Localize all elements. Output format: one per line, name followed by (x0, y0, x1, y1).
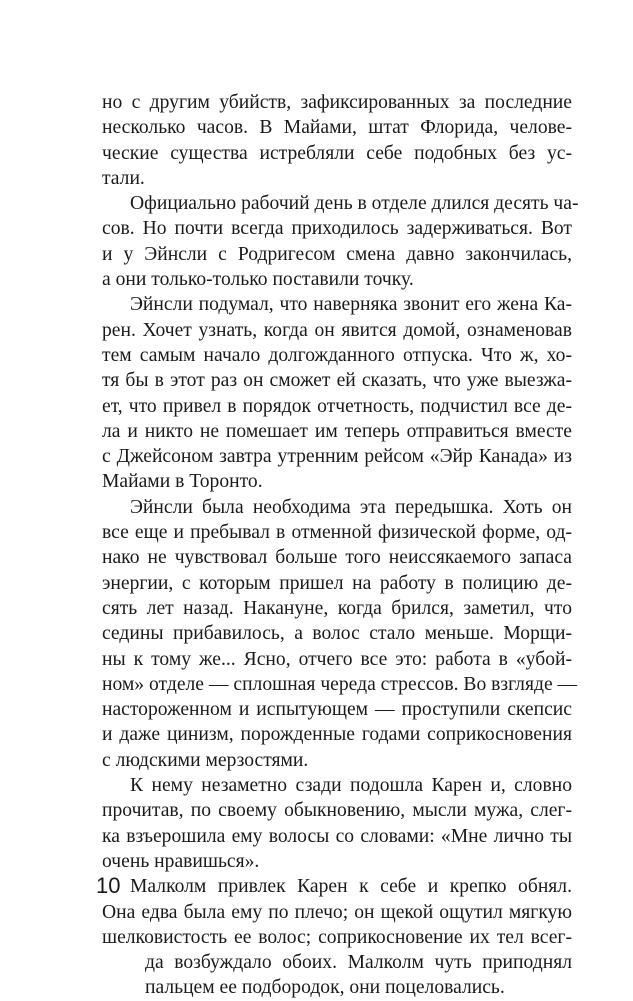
paragraph (102, 292, 572, 494)
text-line: ческие существа истребляли себе подобных без ус- (102, 142, 572, 164)
text-line: настороженном и испытующем — проступили скепсис (102, 699, 572, 721)
text-line: несколько часов. В Майами, штат Флорида, челове- (102, 117, 572, 139)
text-line: седины прибавилось, а волос стало меньше. Морщи- (102, 623, 572, 645)
text-line: с Джейсоном завтра утренним рейсом «Эйр Канада» из (102, 446, 572, 468)
text-line: с людскими мерзостями. (102, 749, 309, 771)
text-line: Майами в Торонто. (102, 471, 263, 493)
paragraph (102, 495, 578, 773)
text-line: очень нравишься». (102, 850, 260, 872)
text-line: но с другим убийств, зафиксированных за последние (102, 92, 572, 113)
text-line: сять лет назад. Накануне, когда брился, заметил, что (102, 597, 572, 619)
text-line: а они только-только поставили точку. (102, 269, 414, 291)
text-line: тали. (102, 167, 145, 189)
text-line: и даже цинизм, порожденные годами соприкосновения (102, 724, 572, 746)
text-line: ном» отделе — сплошная череда стрессов. Во взгляде — (102, 673, 578, 695)
text-line: все еще и пребывал в отменной физической форме, од- (102, 522, 572, 544)
text-line: сов. Но почти всегда приходилось задерживаться. Вот (102, 218, 572, 240)
text-line: тем самым начало долгожданного отпуска. Что ж, хо- (102, 344, 572, 366)
text-line: Официально рабочий день в отделе длился десять ча- (130, 193, 579, 215)
text-line: ка взъерошила ему волосы со словами: «Мне лично ты (102, 825, 572, 847)
paragraph (102, 773, 572, 874)
text-line: шелковистость ее волос; соприкосновение их тел всег- (102, 926, 572, 948)
paragraph (102, 874, 572, 1000)
text-line: Эйнсли была необходима эта передышка. Хоть он (130, 496, 572, 518)
paragraph (102, 90, 572, 191)
text-line: нако не чувствовал больше того неиссякаемого запаса (102, 547, 572, 569)
text-line: да возбуждало обоих. Малколм чуть приподнял (145, 952, 572, 974)
text-line: ет, что привел в порядок отчетность, подчистил все де- (102, 395, 572, 417)
text-line: тя бы в этот раз он сможет ей сказать, что уже выезжа- (102, 370, 572, 392)
body-text (102, 90, 579, 1001)
paragraph (102, 191, 579, 292)
text-line: Эйнсли подумал, что наверняка звонит его жена Ка- (130, 294, 572, 316)
text-line: энергии, с которым пришел на работу в полицию де- (102, 572, 572, 594)
text-line: ны к тому же... Ясно, отчего все это: работа в «убой- (102, 648, 572, 670)
text-line: прочитав, по своему обыкновению, мысли мужа, слег- (102, 800, 572, 822)
text-line: и у Эйнсли с Родригесом смена давно закончилась, (102, 243, 572, 265)
text-line: К нему незаметно сзади подошла Карен и, словно (130, 775, 572, 797)
text-line: пальцем ее подбородок, они поцеловались. (145, 977, 505, 999)
text-line: рен. Хочет узнать, когда он явится домой, ознаменовав (102, 319, 572, 341)
text-line: ла и никто не помешает им теперь отправиться вместе (102, 420, 572, 442)
text-line: Малколм привлек Карен к себе и крепко обнял. (130, 876, 572, 898)
page-number: 10 (96, 873, 121, 898)
text-line: Она едва была ему по плечо; он щекой ощутил мягкую (102, 901, 572, 923)
